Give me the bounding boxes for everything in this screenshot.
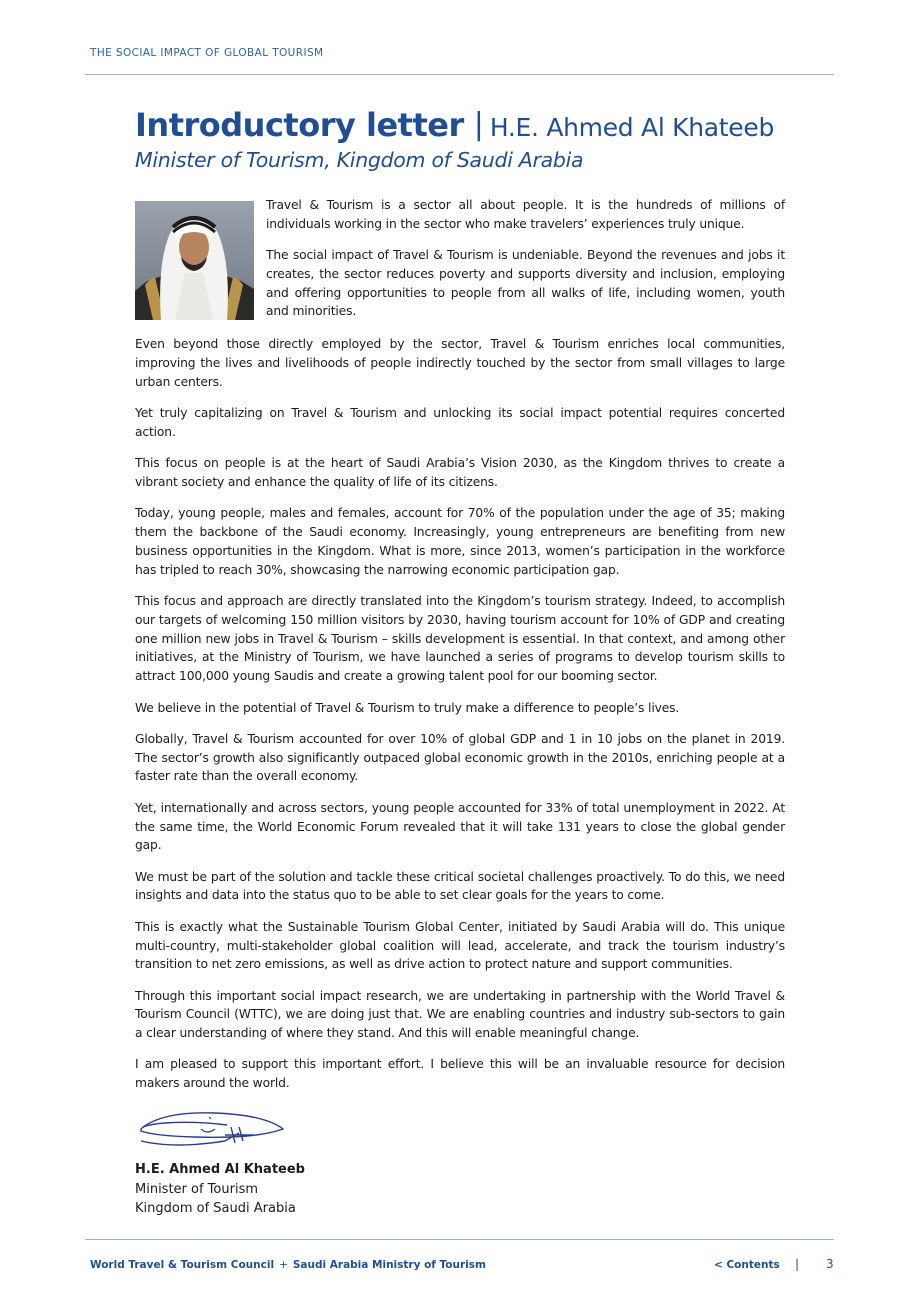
- letter-paragraph: I am pleased to support this important effort. I believe this will be an invaluable resource for decision makers around the world.: [135, 1057, 785, 1091]
- page-title: [135, 104, 795, 152]
- title-main: Introductory letter: [135, 106, 464, 144]
- letter-paragraph: This focus on people is at the heart of Saudi Arabia’s Vision 2030, as the Kingdom thrives to create a vibrant society and enhance the quality of life of its citizens.: [135, 456, 785, 490]
- letter-paragraph: Even beyond those directly employed by the sector, Travel & Tourism enriches local communities, improving the lives and livelihoods of people indirectly touched by the sector from small villages to large urban centers.: [135, 337, 785, 389]
- letter-paragraph: Yet truly capitalizing on Travel & Tourism and unlocking its social impact potential requires concerted action.: [135, 406, 785, 439]
- letter-paragraph: We believe in the potential of Travel & Tourism to truly make a difference to people’s lives.: [135, 700, 680, 715]
- title-author-name: H.E. Ahmed Al Khateeb: [489, 113, 775, 142]
- footer-organizations: [90, 1259, 486, 1271]
- signatory-name: H.E. Ahmed Al Khateeb: [135, 1162, 305, 1177]
- contents-link[interactable]: < Contents: [714, 1259, 780, 1271]
- header-divider: [85, 74, 834, 75]
- title-block: [135, 104, 795, 172]
- page-number: 3: [826, 1257, 834, 1271]
- letter-paragraph: Today, young people, males and females, account for 70% of the population under the age of 35; making them the backbone of the Saudi economy. Increasingly, young entrepreneurs are benefiting from new business opportunities in the Kingdom. What is more, since 2013, women’s participation in the workforce has tripled to reach 30%, showcasing the narrowing economic participation gap.: [135, 506, 785, 577]
- footer-divider: [85, 1239, 834, 1240]
- footer-org-wttc: World Travel & Tourism Council: [90, 1259, 275, 1271]
- signoff-block: [135, 1160, 305, 1219]
- letter-paragraph: Globally, Travel & Tourism accounted for over 10% of global GDP and 1 in 10 jobs on the planet in 2019. The sector’s growth also significantly outpaced global economic growth in the 2010s, enriching people at a faster rate than the overall economy.: [135, 731, 785, 784]
- letter-paragraph: The social impact of Travel & Tourism is undeniable. Beyond the revenues and jobs it creates, the sector reduces poverty and supports diversity and inclusion, employing and offering opportunities to people from all walks of life, including women, youth and minorities.: [266, 248, 785, 319]
- footer-plus-separator: +: [279, 1259, 288, 1271]
- footer-org-ministry: Saudi Arabia Ministry of Tourism: [292, 1259, 486, 1271]
- letter-paragraph: Yet, internationally and across sectors, young people accounted for 33% of total unemployment in 2022. At the same time, the World Economic Forum revealed that it will take 131 years to close the global gender gap.: [135, 800, 785, 853]
- letter-paragraph: Through this important social impact research, we are undertaking in partnership with the World Travel & Tourism Council (WTTC), we are doing just that. We are enabling countries and industry sub-sectors to gain a clear understanding of where they stand. And this will enable meaningful change.: [135, 988, 785, 1041]
- letter-body: [135, 196, 785, 1106]
- signatory-organization: Kingdom of Saudi Arabia: [135, 1201, 296, 1216]
- letter-paragraph: Travel & Tourism is a sector all about people. It is the hundreds of millions of individuals working in the sector who make travelers’ experiences truly unique.: [266, 198, 785, 231]
- footer-divider-bar: |: [795, 1257, 800, 1271]
- page-subtitle: Minister of Tourism, Kingdom of Saudi Arabia: [135, 148, 584, 172]
- title-separator: |: [473, 107, 484, 142]
- running-header: THE SOCIAL IMPACT OF GLOBAL TOURISM: [90, 47, 324, 59]
- handwritten-signature: [135, 1105, 295, 1153]
- signatory-role: Minister of Tourism: [135, 1181, 259, 1197]
- letter-paragraph: This focus and approach are directly translated into the Kingdom’s tourism strategy. Indeed, to accomplish our targets of welcoming 150 million visitors by 2030, having tourism account for 10% of GDP and creating one million new jobs in Travel & Tourism – skills development is essential. In that context, and among other initiatives, at the Ministry of Tourism, we have launched a series of programs to develop tourism skills to attract 100,000 young Saudis and create a growing talent pool for our booming sector.: [135, 594, 785, 684]
- letter-paragraph: This is exactly what the Sustainable Tourism Global Center, initiated by Saudi Arabia will do. This unique multi-country, multi-stakeholder global coalition will lead, accelerate, and track the tourism industry’s transition to net zero emissions, as well as drive action to protect nature and support communities.: [135, 919, 785, 972]
- signature-image: [135, 1105, 295, 1153]
- letter-paragraph: We must be part of the solution and tackle these critical societal challenges proactively. To do this, we need insights and data into the status quo to be able to set clear goals for the years to come.: [135, 869, 785, 903]
